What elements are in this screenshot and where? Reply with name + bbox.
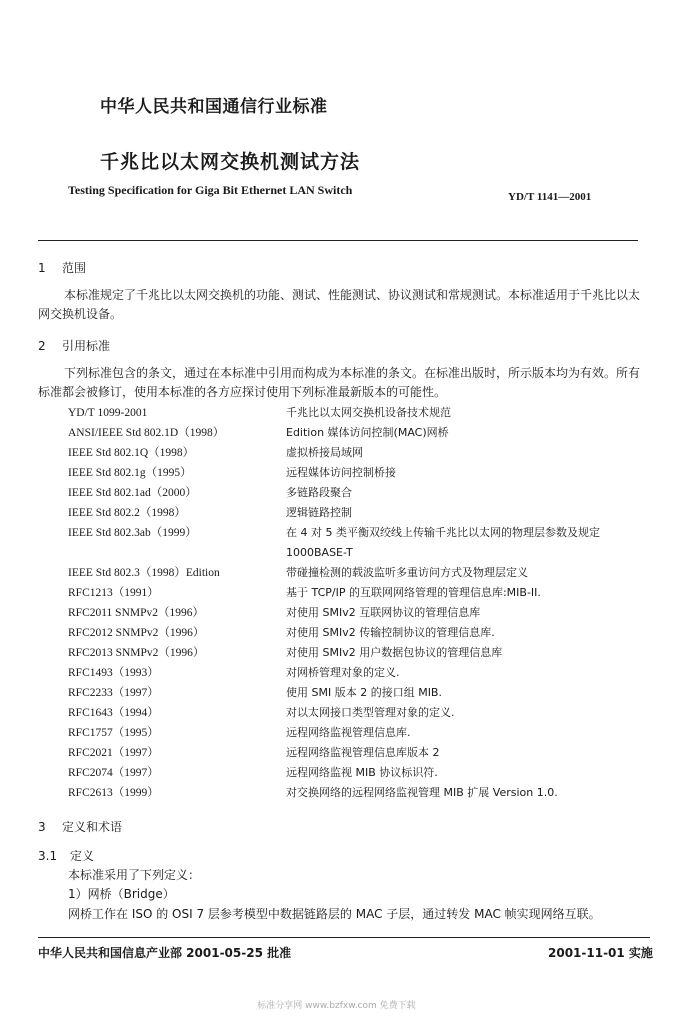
reference-item [68, 763, 658, 783]
reference-code: IEEE Std 802.1g（1995） [68, 467, 192, 479]
standard-category: 中华人民共和国通信行业标准 [100, 97, 328, 117]
reference-item [68, 683, 658, 703]
section-2-text: 下列标准包含的条文，通过在本标准中引用而构成为本标准的条文。在标准出版时，所示版本均为有效。所有标准都会被修订，使用本标准的各方应探讨使用下列标准最新版本的可能性。 [38, 366, 641, 399]
definition-item-text: 网桥工作在 ISO 的 OSI 7 层参考模型中数据链路层的 MAC 子层，通过转发 MAC 帧实现网络互联。 [68, 907, 601, 921]
reference-code: RFC2011 SNMPv2（1996） [68, 607, 205, 619]
section-2-heading [38, 337, 110, 354]
reference-code: RFC1757（1995） [68, 727, 159, 739]
reference-item [68, 663, 658, 683]
section-2-paragraph [38, 364, 650, 402]
reference-desc: 使用 SMI 版本 2 的接口组 MIB. [286, 686, 442, 699]
reference-code: ANSI/IEEE Std 802.1D（1998） [68, 427, 225, 439]
reference-item [68, 443, 658, 463]
reference-item [68, 623, 658, 643]
reference-item [68, 563, 658, 583]
reference-desc: 对以太网接口类型管理对象的定义. [286, 706, 455, 719]
reference-code: IEEE Std 802.2（1998） [68, 507, 186, 519]
reference-code: IEEE Std 802.3ab（1999） [68, 527, 197, 539]
reference-item [68, 743, 658, 763]
section-3-1-number: 3.1 [38, 849, 58, 863]
approval-info: 中华人民共和国信息产业部 2001-05-25 批准 [38, 946, 292, 960]
reference-code: RFC2012 SNMPv2（1996） [68, 627, 205, 639]
reference-item [68, 723, 658, 743]
reference-desc: 基于 TCP/IP 的互联网网络管理的管理信息库:MIB-II. [286, 586, 541, 599]
reference-desc: 在 4 对 5 类平衡双绞线上传输千兆比以太网的物理层参数及规定 1000BASE-T [286, 526, 600, 559]
section-3-1-title: 定义 [70, 849, 95, 863]
reference-desc: 远程网络监视管理信息库版本 2 [286, 746, 440, 759]
reference-code: RFC2013 SNMPv2（1996） [68, 647, 205, 659]
reference-desc: 对网桥管理对象的定义. [286, 666, 400, 679]
reference-desc: 虚拟桥接局域网 [286, 446, 363, 459]
reference-desc: 带碰撞检测的载波监听多重访问方式及物理层定义 [286, 566, 528, 579]
section-1-title: 范围 [62, 261, 87, 275]
reference-code: RFC2074（1997） [68, 767, 159, 779]
reference-code: RFC2233（1997） [68, 687, 159, 699]
reference-item [68, 703, 658, 723]
reference-desc: 多链路段聚合 [286, 486, 352, 499]
reference-item [68, 523, 658, 563]
reference-item [68, 483, 658, 503]
definition-item-label: 1）网桥（Bridge） [68, 887, 175, 901]
effective-date: 2001-11-01 实施 [548, 946, 653, 960]
reference-item [68, 643, 658, 663]
section-1-number: 1 [38, 261, 46, 275]
reference-desc: 远程网络监视 MIB 协议标识符. [286, 766, 438, 779]
reference-item [68, 503, 658, 523]
reference-desc: 千兆比以太网交换机设备技术规范 [286, 406, 451, 419]
reference-item [68, 603, 658, 623]
reference-list [68, 403, 658, 803]
reference-desc: 远程网络监视管理信息库. [286, 726, 411, 739]
section-3-1-heading [38, 847, 94, 864]
section-3-number: 3 [38, 820, 46, 834]
section-1-paragraph [38, 286, 650, 324]
section-2-number: 2 [38, 339, 46, 353]
reference-desc: 对使用 SMIv2 用户数据包协议的管理信息库 [286, 646, 503, 659]
watermark-text: 标准分享网 www.bzfxw.com 免费下载 [257, 1001, 416, 1011]
reference-desc: 对使用 SMIv2 互联网协议的管理信息库 [286, 606, 481, 619]
header-divider [38, 240, 638, 241]
reference-desc: 逻辑链路控制 [286, 506, 352, 519]
reference-code: RFC2613（1999） [68, 787, 159, 799]
standard-number: YD/T 1141—2001 [508, 191, 592, 203]
reference-item [68, 423, 658, 443]
reference-code: RFC1493（1993） [68, 667, 159, 679]
reference-desc: 远程媒体访问控制桥接 [286, 466, 396, 479]
reference-code: RFC1643（1994） [68, 707, 159, 719]
reference-code: RFC1213（1991） [68, 587, 159, 599]
reference-code: IEEE Std 802.1Q（1998） [68, 447, 195, 459]
reference-code: YD/T 1099-2001 [68, 407, 148, 419]
definition-intro: 本标准采用了下列定义： [68, 868, 201, 882]
reference-code: IEEE Std 802.1ad（2000） [68, 487, 197, 499]
footer-divider [38, 937, 650, 938]
reference-code: IEEE Std 802.3（1998）Edition [68, 567, 220, 579]
document-title-en: Testing Specification for Giga Bit Ethernet LAN Switch [68, 183, 353, 197]
reference-item [68, 783, 658, 803]
section-3-heading [38, 818, 122, 835]
reference-item [68, 583, 658, 603]
reference-desc: Edition 媒体访问控制(MAC)网桥 [286, 426, 449, 439]
reference-item [68, 463, 658, 483]
section-2-title: 引用标准 [62, 339, 111, 353]
section-3-title: 定义和术语 [62, 820, 123, 834]
section-1-heading [38, 259, 86, 276]
document-title-cn: 千兆比以太网交换机测试方法 [100, 151, 361, 173]
reference-desc: 对使用 SMIv2 传输控制协议的管理信息库. [286, 626, 495, 639]
reference-code: RFC2021（1997） [68, 747, 159, 759]
reference-item [68, 403, 658, 423]
section-1-text: 本标准规定了千兆比以太网交换机的功能、测试、性能测试、协议测试和常规测试。本标准适用于千兆比以太网交换机设备。 [38, 288, 641, 321]
reference-desc: 对交换网络的远程网络监视管理 MIB 扩展 Version 1.0. [286, 786, 558, 799]
